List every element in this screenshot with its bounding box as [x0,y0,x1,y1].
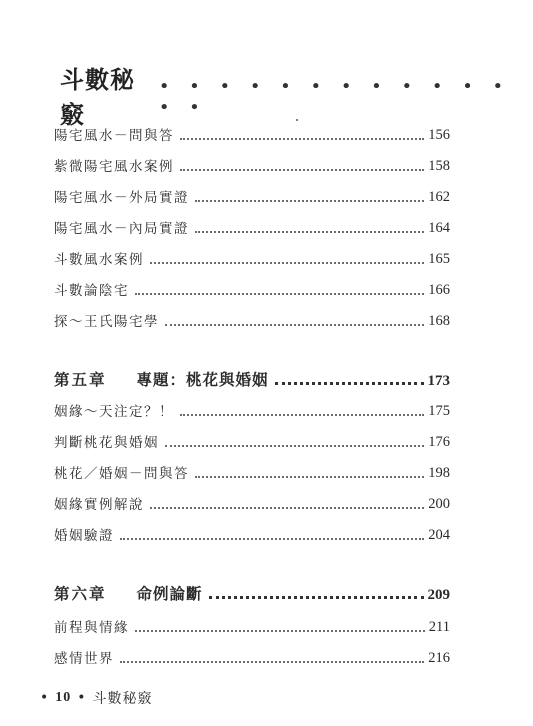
toc-entry[interactable] [54,248,450,268]
toc-entry[interactable] [54,310,450,330]
dot-leader [195,200,424,202]
chapter-number: 第六章 [54,585,107,603]
dot-leader [120,661,424,663]
dot-leader [180,169,424,171]
toc-entry[interactable] [54,462,450,482]
toc-entry[interactable] [54,400,450,420]
page-footer [40,688,153,708]
toc-entry-page: 165 [428,251,450,267]
dot-leader [150,262,424,264]
dot-leader [165,324,424,326]
toc-entry-page: 200 [428,496,450,512]
toc-entry[interactable] [54,524,450,544]
dot-leader [180,414,424,416]
chapter-number: 第五章 [54,371,107,389]
toc-entry[interactable] [54,186,450,206]
toc-entry-page: 216 [428,650,450,666]
dot-leader [165,445,424,447]
toc-entry-page: 164 [428,220,450,236]
toc-entry-page: 156 [428,127,450,143]
toc-entry-title: 前程與情緣 [54,620,129,636]
toc-entry-title: 判斷桃花與婚姻 [54,435,159,451]
toc-entry[interactable] [54,647,450,667]
dot-leader [150,507,424,509]
toc-entry-page: 175 [428,403,450,419]
toc-entry-title: 探～王氏陽宅學 [54,314,159,330]
dot-leader [195,231,424,233]
toc-entry-page: 162 [428,189,450,205]
footer-book-title: 斗數秘竅 [92,691,153,707]
toc-entry-title: 桃花／婚姻－問與答 [54,466,189,482]
footer-bullet: • [40,690,50,706]
toc-entry-page: 176 [428,434,450,450]
chapter-page: 173 [427,373,450,389]
toc-entry[interactable] [54,431,450,451]
dot-leader [135,630,425,632]
chapter-title: 專題：桃花與婚姻 [136,371,269,389]
toc-chapter-heading[interactable] [54,582,450,604]
toc-entry-page: 158 [428,158,450,174]
footer-bullet: • [77,690,87,706]
toc-entry-title: 姻緣實例解說 [54,497,144,513]
dot-leader [120,538,424,540]
toc-entry[interactable] [54,217,450,237]
toc-entry-title: 陽宅風水－外局實證 [54,190,189,206]
toc-chapter-heading[interactable] [54,368,450,390]
toc-entry[interactable] [54,493,450,513]
toc-entry-page: 168 [428,313,450,329]
toc-entry-page: 211 [428,619,450,635]
toc-entry-page: 166 [428,282,450,298]
toc-entry-title: 陽宅風水－問與答 [54,128,174,144]
toc-entry[interactable] [54,124,450,144]
dot-leader [195,476,424,478]
footer-page-number: 10 [55,690,72,705]
toc-entry[interactable] [54,279,450,299]
toc-entry[interactable] [54,155,450,175]
dot-leader [180,138,424,140]
toc-entry-title: 斗數論陰宅 [54,283,129,299]
print-speck [296,119,298,121]
dot-leader [275,382,424,385]
toc-entry-title: 斗數風水案例 [54,252,144,268]
toc-entry-page: 204 [428,527,450,543]
dot-leader [209,596,424,599]
toc-entry-title: 陽宅風水－內局實證 [54,221,189,237]
chapter-title: 命例論斷 [136,585,203,603]
toc-entry[interactable] [54,616,450,636]
chapter-page: 209 [427,587,450,603]
header-title: 斗數秘竅 [60,66,135,129]
header-dot-leader: • • • • • • • • • • • • • • [158,76,511,118]
toc-entry-title: 紫微陽宅風水案例 [54,159,174,175]
dot-leader [135,293,424,295]
toc-entry-page: 198 [428,465,450,481]
toc-entry-title: 感情世界 [54,651,114,667]
toc-entry-title: 婚姻驗證 [54,528,114,544]
toc-entry-title: 姻緣～天注定？！ [54,404,174,420]
